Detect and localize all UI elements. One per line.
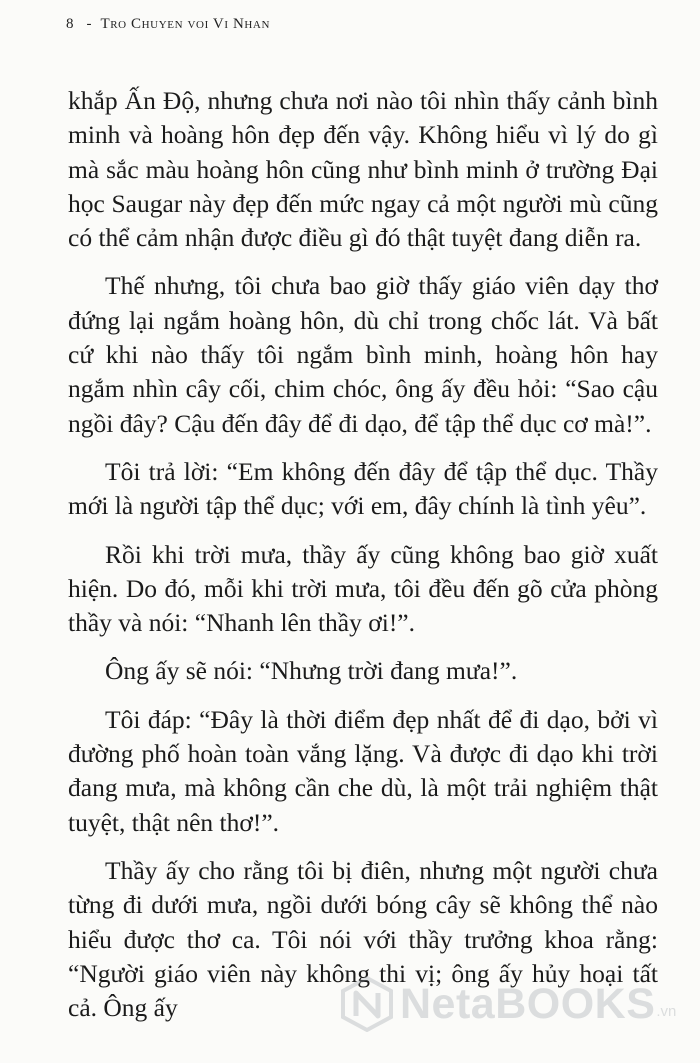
running-header — [66, 16, 270, 33]
paragraph-7: Thầy ấy cho rằng tôi bị điên, nhưng một người chưa từng đi dưới mưa, ngồi dưới bóng cây sẽ không thể nào hiểu được thơ ca. Tôi nói với thầy trưởng khoa rằng: “Người giáo viên này không thi vị; ông ấy hủy hoại tất cả. Ông ấy — [68, 855, 658, 1023]
watermark-suffix: .vn — [656, 1003, 677, 1020]
paragraph-3: Tôi trả lời: “Em không đến đây để tập thể dục. Thầy mới là người tập thể dục; với em, đây chính là tình yêu”. — [68, 456, 658, 521]
header-separator: - — [86, 16, 93, 32]
netabooks-logo-icon — [340, 976, 394, 1032]
paragraph-6: Tôi đáp: “Đây là thời điểm đẹp nhất để đi dạo, bởi vì đường phố hoàn toàn vắng lặng. Và được đi dạo khi trời đang mưa, mà không cần che dù, là một trải nghiệm thật tuyệt, thật nên thơ!”. — [68, 704, 658, 837]
page-body — [68, 84, 658, 1039]
paragraph-2: Thế nhưng, tôi chưa bao giờ thấy giáo viên dạy thơ đứng lại ngắm hoàng hôn, dù chỉ trong chốc lát. Và bất cứ khi nào thấy tôi ngắm bình minh, hoàng hôn hay ngắm nhìn cây cối, chim chóc, ông ấy đều hỏi: “Sao cậu ngồi đây? Cậu đến đây để đi dạo, để tập thể dục cơ mà!”. — [68, 271, 658, 438]
book-title: Tro Chuyen voi Vi Nhan — [100, 16, 271, 32]
page-number: 8 — [66, 16, 75, 32]
paragraph-1: khắp Ấn Độ, nhưng chưa nơi nào tôi nhìn thấy cảnh bình minh và hoàng hôn đẹp đến vậy. Không hiểu vì lý do gì mà sắc màu hoàng hôn cũng như bình minh ở trường Đại học Saugar này đẹp đến mức ngay cả một người mù cũng có thể cảm nhận được điều gì đó thật tuyệt đang diễn ra. — [68, 86, 658, 253]
watermark-brand: NetaBOOKS — [400, 979, 656, 1028]
paragraph-5: Ông ấy sẽ nói: “Nhưng trời đang mưa!”. — [105, 656, 518, 686]
watermark — [340, 976, 676, 1032]
paragraph-4: Rồi khi trời mưa, thầy ấy cũng không bao giờ xuất hiện. Do đó, mỗi khi trời mưa, tôi đều đến gõ cửa phòng thầy và nói: “Nhanh lên thầy ơi!”. — [68, 539, 658, 638]
